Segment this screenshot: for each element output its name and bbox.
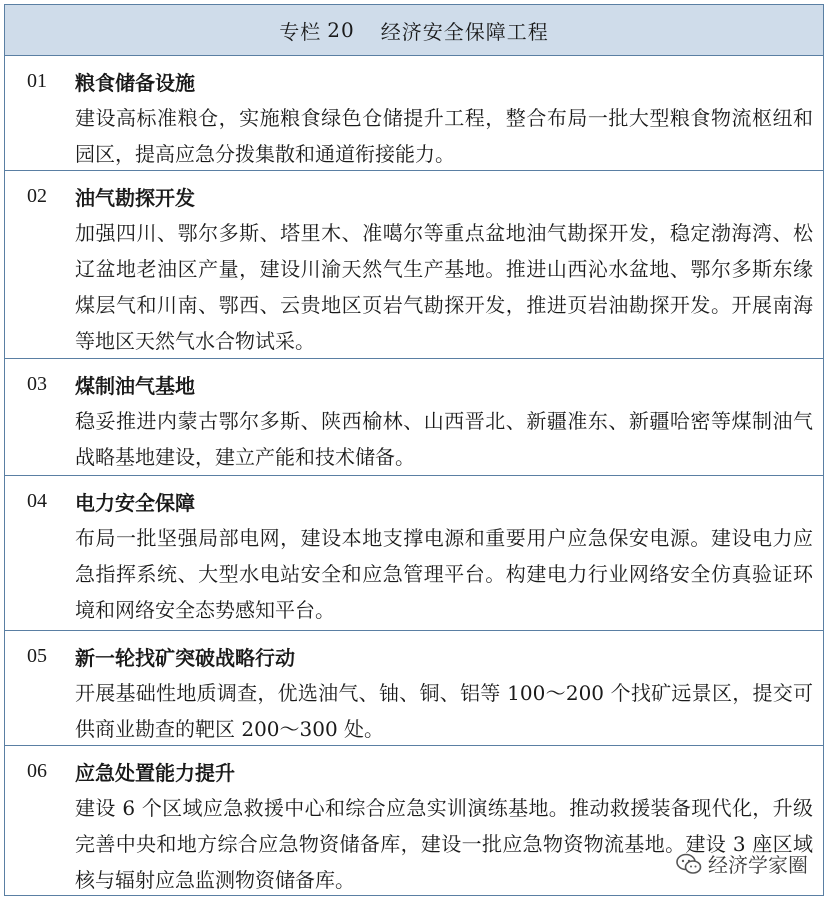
section-number: 05 bbox=[27, 644, 47, 667]
section-body: 布局一批坚强局部电网，建设本地支撑电源和重要用户应急保安电源。建设电力应急指挥系统、大型水电站安全和应急管理平台。构建电力行业网络安全仿真验证环境和网络安全态势感知平台。 bbox=[75, 526, 813, 622]
section-heading bbox=[27, 482, 813, 520]
section-number: 04 bbox=[27, 489, 47, 512]
section-number: 01 bbox=[27, 69, 47, 92]
section-title: 应急处置能力提升 bbox=[75, 760, 235, 785]
section-number: 02 bbox=[27, 184, 47, 207]
section-oil-gas-exploration bbox=[5, 171, 823, 359]
section-heading bbox=[27, 177, 813, 215]
section-title: 油气勘探开发 bbox=[75, 185, 195, 210]
section-body: 建设高标准粮仓，实施粮食绿色仓储提升工程，整合布局一批大型粮食物流枢纽和园区，提高应急分拨集散和通道衔接能力。 bbox=[75, 106, 813, 166]
section-power-security bbox=[5, 476, 823, 631]
column-number: 20 bbox=[327, 18, 355, 42]
section-title: 新一轮找矿突破战略行动 bbox=[75, 645, 295, 670]
wechat-official-account-icon bbox=[676, 853, 702, 875]
section-title: 电力安全保障 bbox=[75, 490, 195, 515]
watermark-text: 经济学家圈 bbox=[708, 853, 808, 877]
section-body: 稳妥推进内蒙古鄂尔多斯、陕西榆林、山西晋北、新疆准东、新疆哈密等煤制油气战略基地建设，建立产能和技术储备。 bbox=[75, 409, 813, 469]
column-title: 经济安全保障工程 bbox=[380, 19, 549, 44]
section-number: 03 bbox=[27, 372, 47, 395]
column-prefix: 专栏 bbox=[279, 19, 322, 44]
section-coal-to-oil-gas bbox=[5, 359, 823, 476]
section-heading bbox=[27, 752, 813, 790]
section-grain-storage bbox=[5, 56, 823, 171]
section-body: 开展基础性地质调查，优选油气、铀、铜、铝等 100～200 个找矿远景区，提交可供商业勘查的靶区 200～300 处。 bbox=[75, 681, 813, 741]
section-body: 建设 6 个区域应急救援中心和综合应急实训演练基地。推动救援装备现代化，升级完善中央和地方综合应急物资储备库，建设一批应急物资物流基地。建设 3 座区域核与辐射应急监测物资储备库。 bbox=[75, 796, 813, 892]
section-heading bbox=[27, 637, 813, 675]
section-heading bbox=[27, 62, 813, 100]
section-mineral-exploration bbox=[5, 631, 823, 746]
column-header bbox=[5, 5, 823, 56]
section-heading bbox=[27, 365, 813, 403]
section-body: 加强四川、鄂尔多斯、塔里木、准噶尔等重点盆地油气勘探开发，稳定渤海湾、松辽盆地老油区产量，建设川渝天然气生产基地。推进山西沁水盆地、鄂尔多斯东缘煤层气和川南、鄂西、云贵地区页岩气勘探开发，推进页岩油勘探开发。开展南海等地区天然气水合物试采。 bbox=[75, 221, 813, 353]
section-number: 06 bbox=[27, 759, 47, 782]
watermark bbox=[676, 849, 808, 878]
section-title: 粮食储备设施 bbox=[75, 70, 195, 95]
project-column-panel bbox=[4, 4, 824, 896]
section-title: 煤制油气基地 bbox=[75, 373, 195, 398]
